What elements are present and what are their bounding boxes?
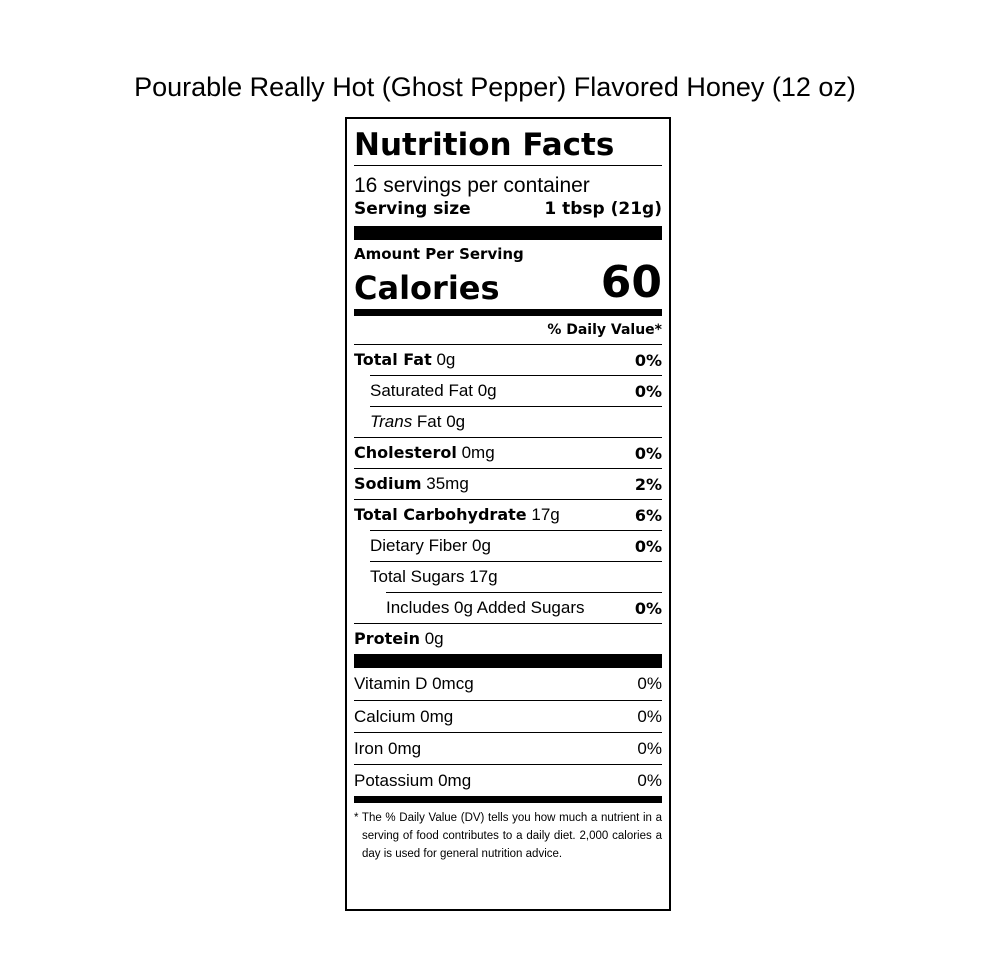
nutrient-name: Protein [354, 629, 420, 648]
nutrient-name: Total Carbohydrate [354, 505, 527, 524]
nutrient-row-added-sugars [386, 592, 662, 623]
nutrient-row-total-sugars [370, 561, 662, 592]
product-title: Pourable Really Hot (Ghost Pepper) Flavored Honey (12 oz) [134, 72, 856, 102]
thick-divider [354, 654, 662, 668]
vitamin-name: Potassium 0mg [354, 770, 472, 790]
calories-row [354, 257, 662, 308]
vitamin-row-potassium [354, 764, 662, 796]
nutrient-amount: 17g [531, 505, 560, 524]
vitamin-dv: 0% [637, 738, 662, 758]
nutrient-row-total-carbohydrate [354, 499, 662, 530]
medium-divider [354, 796, 662, 803]
nutrient-name: Saturated Fat 0g [370, 381, 497, 400]
nutrient-row-total-fat [354, 344, 662, 375]
vitamin-row-calcium [354, 700, 662, 732]
vitamin-dv: 0% [637, 770, 662, 790]
divider [354, 165, 662, 166]
nutrient-dv: 0% [634, 381, 662, 401]
nutrient-amount: 0g [436, 350, 456, 369]
calories-label: Calories [354, 269, 500, 307]
thick-divider [354, 226, 662, 240]
vitamin-dv: 0% [637, 706, 662, 726]
nutrient-name: Includes 0g Added Sugars [386, 598, 585, 617]
nutrient-dv: 0% [634, 350, 662, 370]
vitamin-row-vitamin-d [354, 668, 662, 700]
daily-value-footnote: * The % Daily Value (DV) tells you how much a nutrient in a serving of food contributes to a daily diet. 2,000 calories a day is used for general nutrition advice. [354, 812, 662, 860]
serving-size-value: 1 tbsp (21g) [544, 199, 662, 219]
vitamin-row-iron [354, 732, 662, 764]
nutrient-row-trans-fat [370, 406, 662, 437]
amount-per-serving: Amount Per Serving [354, 245, 524, 263]
daily-value-header: % Daily Value* [547, 322, 662, 338]
nutrient-dv: 2% [634, 474, 662, 494]
nutrient-dv: 0% [634, 443, 662, 463]
nutrient-row-saturated-fat [370, 375, 662, 406]
nutrient-amount: 0g [424, 629, 444, 648]
vitamin-name: Calcium 0mg [354, 706, 454, 726]
nutrient-amount: 0mg [461, 443, 495, 462]
nutrition-facts-title: Nutrition Facts [354, 127, 615, 163]
nutrient-name: Cholesterol [354, 443, 457, 462]
vitamin-name: Vitamin D 0mcg [354, 674, 474, 693]
serving-size-row [354, 198, 662, 220]
nutrient-name: Sodium [354, 474, 422, 493]
calories-value: 60 [600, 257, 662, 308]
nutrient-name: Total Sugars 17g [370, 567, 498, 586]
nutrient-name: Total Fat [354, 350, 432, 369]
nutrient-dv: 0% [634, 598, 662, 618]
nutrient-dv: 6% [634, 505, 662, 525]
nutrient-row-protein [354, 623, 662, 654]
nutrient-name: Dietary Fiber 0g [370, 536, 491, 555]
vitamin-dv: 0% [637, 674, 662, 693]
servings-per-container: 16 servings per container [354, 174, 590, 197]
medium-divider [354, 309, 662, 316]
nutrient-row-dietary-fiber [370, 530, 662, 561]
nutrient-row-sodium [354, 468, 662, 499]
vitamin-name: Iron 0mg [354, 738, 422, 758]
nutrient-name: Fat 0g [412, 412, 466, 431]
serving-size-label: Serving size [354, 199, 471, 219]
nutrient-dv: 0% [634, 536, 662, 556]
nutrient-amount: 35mg [426, 474, 469, 493]
nutrition-facts-label [345, 117, 671, 911]
nutrient-name-italic: Trans [370, 412, 413, 431]
nutrient-row-cholesterol [354, 437, 662, 468]
